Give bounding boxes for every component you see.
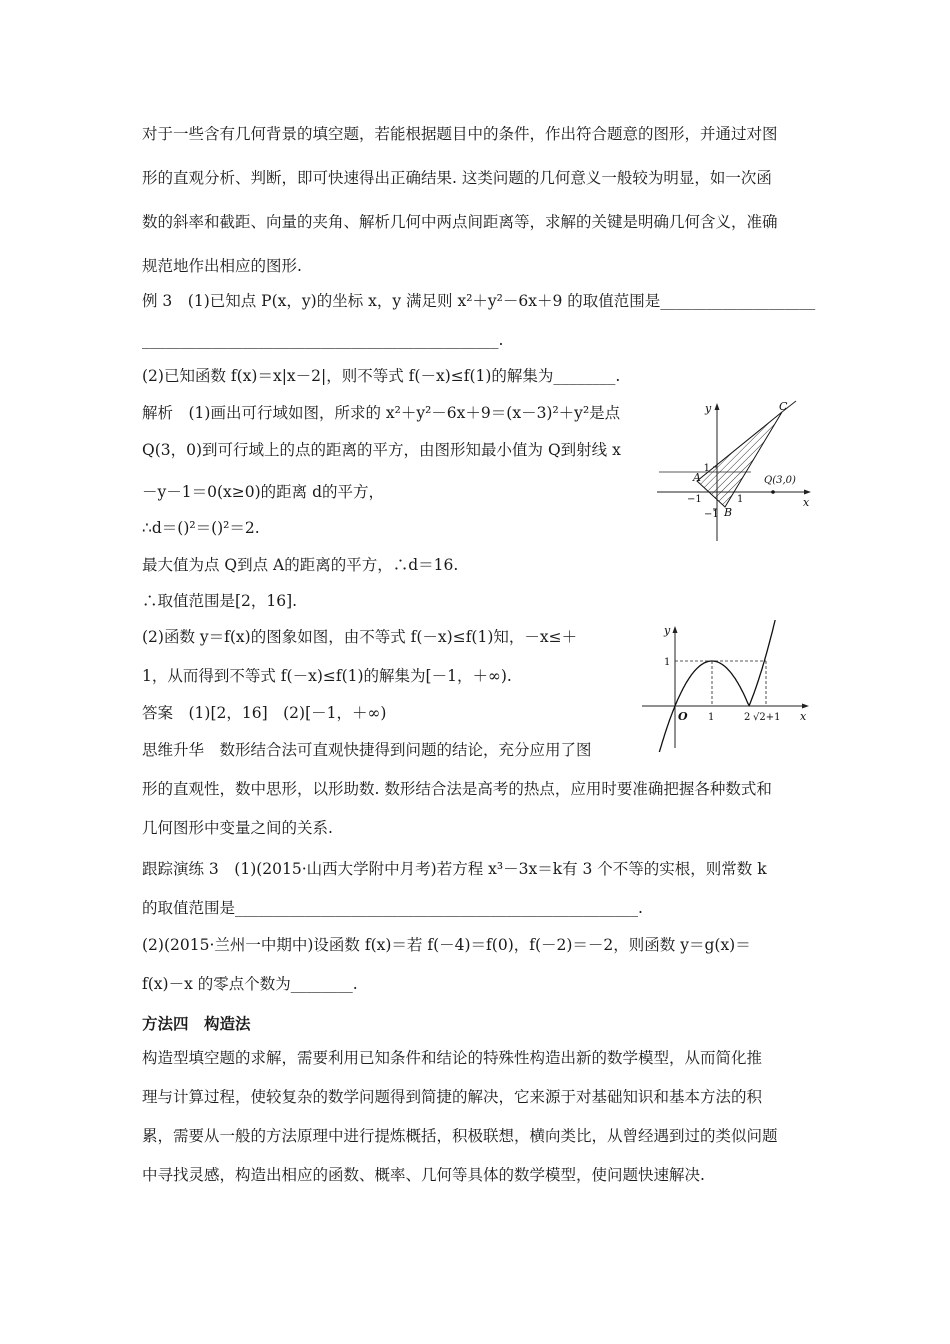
example3-line-2: ______________________________________________. xyxy=(142,331,504,349)
method4-heading: 方法四 构造法 xyxy=(142,1014,251,1033)
x-axis-label: x xyxy=(800,710,807,723)
feasible-region xyxy=(697,412,782,507)
method4-line-2: 理与计算过程，使较复杂的数学问题得到简捷的解决，它来源于对基础知识和基本方法的积 xyxy=(142,1088,763,1106)
solution-line-8: 1，从而得到不等式 f(－x)≤f(1)的解集为[－1，＋∞). xyxy=(142,667,512,685)
example3-line-1: 例 3 (1)已知点 P(x，y)的坐标 x，y 满足则 x²＋y²－6x＋9 的取值范围是____________________ xyxy=(142,292,816,310)
intro-line-1: 对于一些含有几何背景的填空题，若能根据题目中的条件，作出符合题意的图形，并通过对图 xyxy=(142,125,778,143)
label-C: C xyxy=(779,400,788,413)
function-graph-figure xyxy=(640,620,815,752)
feasible-region-figure xyxy=(655,395,815,543)
function-curve xyxy=(642,620,781,752)
x-axis-arrow xyxy=(804,490,811,495)
x-axis-arrow xyxy=(802,704,809,709)
y-axis-arrow xyxy=(673,626,678,633)
answer-line: 答案 (1)[2，16] (2)[－1，＋∞) xyxy=(142,704,387,722)
solution-line-5: 最大值为点 Q到点 A的距离的平方，∴d＝16. xyxy=(142,556,459,574)
solution-line-7: (2)函数 y＝f(x)的图象如图，由不等式 f(－x)≤f(1)知，－x≤＋ xyxy=(142,628,578,646)
y-tick-1-label: 1 xyxy=(664,657,671,668)
practice3-line-2: 的取值范围是____________________________________________________. xyxy=(142,899,643,917)
label-B: B xyxy=(724,506,733,519)
thinking-line-1: 思维升华 数形结合法可直观快捷得到问题的结论，充分应用了图 xyxy=(142,741,592,759)
x-axis-label: x xyxy=(803,496,810,509)
intro-line-2: 形的直观分析、判断，即可快速得出正确结果. 这类问题的几何意义一般较为明显，如一次函 xyxy=(142,169,772,187)
practice3-line-1: 跟踪演练 3 (1)(2015·山西大学附中月考)若方程 x³－3x＝k有 3 个不等的实根，则常数 k xyxy=(142,860,767,878)
method4-line-4: 中寻找灵感，构造出相应的函数、概率、几何等具体的数学模型，使问题快速解决. xyxy=(142,1166,705,1184)
solution-line-4: ∴d＝()²＝()²＝2. xyxy=(142,519,260,537)
x-tick-2-label: 2 xyxy=(744,712,751,723)
label-y-1: 1 xyxy=(703,463,710,474)
thinking-line-2: 形的直观性，数中思形，以形助数. 数形结合法是高考的热点，应用时要准确把握各种数式和 xyxy=(142,780,772,798)
practice3-line-4: f(x)－x 的零点个数为________. xyxy=(142,975,358,993)
y-axis-arrow xyxy=(715,403,720,410)
example3-line-3: (2)已知函数 f(x)＝x|x－2|，则不等式 f(－x)≤f(1)的解集为________. xyxy=(142,367,621,385)
solution-line-6: ∴取值范围是[2，16]. xyxy=(142,592,298,610)
x-tick-1-label: 1 xyxy=(708,712,715,723)
label-A: A xyxy=(693,471,701,484)
label-x-1: 1 xyxy=(737,494,744,505)
y-axis-label: y xyxy=(705,402,712,415)
origin-label: O xyxy=(678,710,688,723)
point-Q xyxy=(771,490,775,494)
label-x-neg1: −1 xyxy=(687,494,702,505)
y-axis-label: y xyxy=(664,624,671,637)
intro-line-3: 数的斜率和截距、向量的夹角、解析几何中两点间距离等，求解的关键是明确几何含义，准确 xyxy=(142,213,778,231)
intro-line-4: 规范地作出相应的图形. xyxy=(142,257,302,275)
method4-line-3: 累，需要从一般的方法原理中进行提炼概括，积极联想，横向类比，从曾经遇到过的类似问题 xyxy=(142,1127,778,1145)
solution-line-3: －y－1＝0(x≥0)的距离 d的平方， xyxy=(142,483,385,501)
solution-line-2: Q(3，0)到可行域上的点的距离的平方，由图形知最小值为 Q到射线 x xyxy=(142,441,621,459)
label-y-neg1: −1 xyxy=(704,509,719,520)
label-Q: Q(3,0) xyxy=(764,475,796,486)
x-tick-sqrt2-plus-1-label: √2+1 xyxy=(753,712,781,723)
practice3-line-3: (2)(2015·兰州一中期中)设函数 f(x)＝若 f(－4)＝f(0)，f(－2)＝－2，则函数 y＝g(x)＝ xyxy=(142,936,751,954)
thinking-line-3: 几何图形中变量之间的关系. xyxy=(142,819,333,837)
method4-line-1: 构造型填空题的求解，需要利用已知条件和结论的特殊性构造出新的数学模型，从而简化推 xyxy=(142,1049,763,1067)
solution-line-1: 解析 (1)画出可行域如图，所求的 x²＋y²－6x＋9＝(x－3)²＋y²是点 xyxy=(142,404,621,422)
